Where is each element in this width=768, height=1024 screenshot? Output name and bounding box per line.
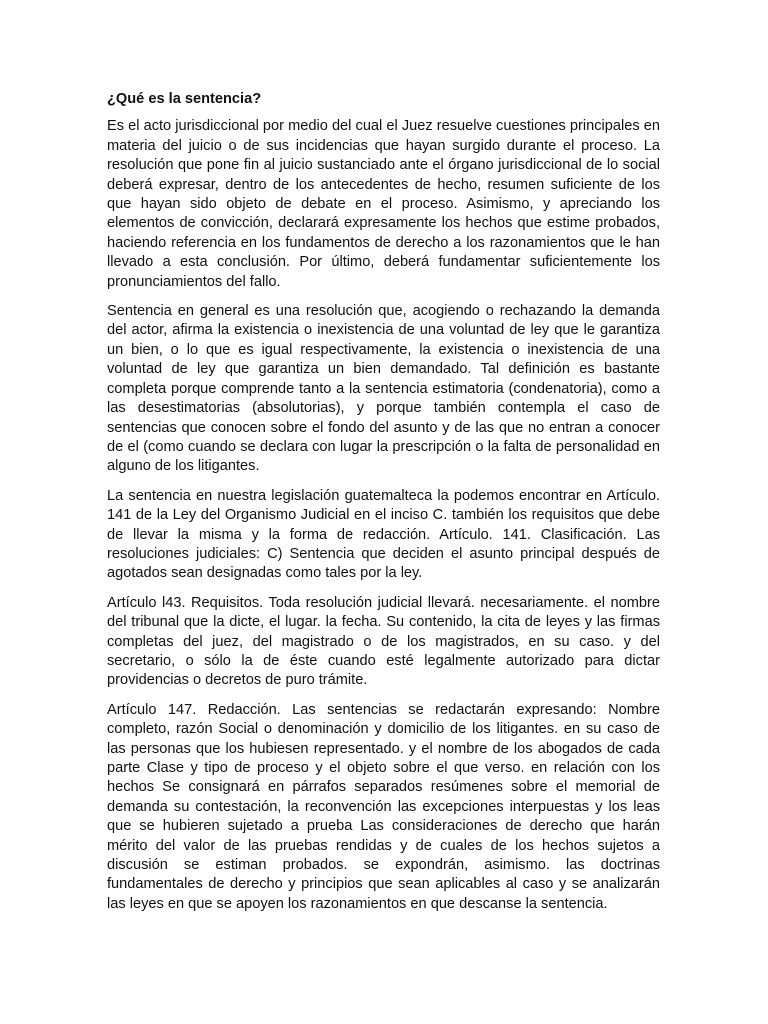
- document-page: [107, 90, 660, 924]
- paragraph-legislation: La sentencia en nuestra legislación guatemalteca la podemos encontrar en Artículo. 141 de la Ley del Organismo Judicial en el inciso C. también los requisitos que debe de llevar la misma y la forma de redacción. Artículo. 141. Clasificación. Las resoluciones judiciales: C) Sentencia que deciden el asunto principal después de agotados sean designadas como tales por la ley.: [107, 487, 660, 582]
- document-title: ¿Qué es la sentencia?: [107, 91, 262, 107]
- paragraph-definition: Es el acto jurisdiccional por medio del cual el Juez resuelve cuestiones principales en materia del juicio o de sus incidencias que hayan surgido durante el proceso. La resolución que pone fin al juicio sustanciado ante el órgano jurisdiccional de lo social deberá expresar, dentro de los antecedentes de hecho, resumen suficiente de los que hayan sido objeto de debate en el proceso. Asimismo, y apreciando los elementos de convicción, declarará expresamente los hechos que estime probados, haciendo referencia en los fundamentos de derecho a los razonamientos que le han llevado a esta conclusión. Por último, deberá fundamentar suficientemente los pronunciamientos del fallo.: [107, 118, 660, 290]
- paragraph-general: Sentencia en general es una resolución que, acogiendo o rechazando la demanda del actor, afirma la existencia o inexistencia de una voluntad de ley que le garantiza un bien, o lo que es igual respectivamente, la existencia o inexistencia de una voluntad de ley que garantiza un bien demandado. Tal definición es bastante completa porque comprende tanto a la sentencia estimatoria (condenatoria), como a las desestimatorias (absolutorias), y porque también contempla el caso de sentencias que conocen sobre el fondo del asunto y de las que no entran a conocer de el (como cuando se declara con lugar la prescripción o la falta de personalidad en alguno de los litigantes.: [107, 303, 660, 475]
- paragraph-article-147: Artículo 147. Redacción. Las sentencias se redactarán expresando: Nombre completo, razón Social o denominación y domicilio de los litigantes. en su caso de las personas que los hubiesen representado. y el nombre de los abogados de cada parte Clase y tipo de proceso y el objeto sobre el que verso. en relación con los hechos Se consignará en párrafos separados resúmenes sobre el memorial de demanda su contestación, la reconvención las excepciones interpuestas y los leas que se hubieren sujetado a prueba Las consideraciones de derecho que harán mérito del valor de las pruebas rendidas y de cuales de los hechos sujetos a discusión se estiman probados. se expondrán, asimismo. las doctrinas fundamentales de derecho y principios que sean aplicables al caso y se analizarán las leyes en que se apoyen los razonamientos en que descanse la sentencia.: [107, 701, 660, 912]
- paragraph-article-143: Artículo l43. Requisitos. Toda resolución judicial llevará. necesariamente. el nombre del tribunal que la dicte, el lugar. la fecha. Su contenido, la cita de leyes y las firmas completas del juez, del magistrado o de los magistrados, en su caso. y del secretario, o sólo la de éste cuando esté legalmente autorizado para dictar providencias o decretos de puro trámite.: [107, 594, 660, 689]
